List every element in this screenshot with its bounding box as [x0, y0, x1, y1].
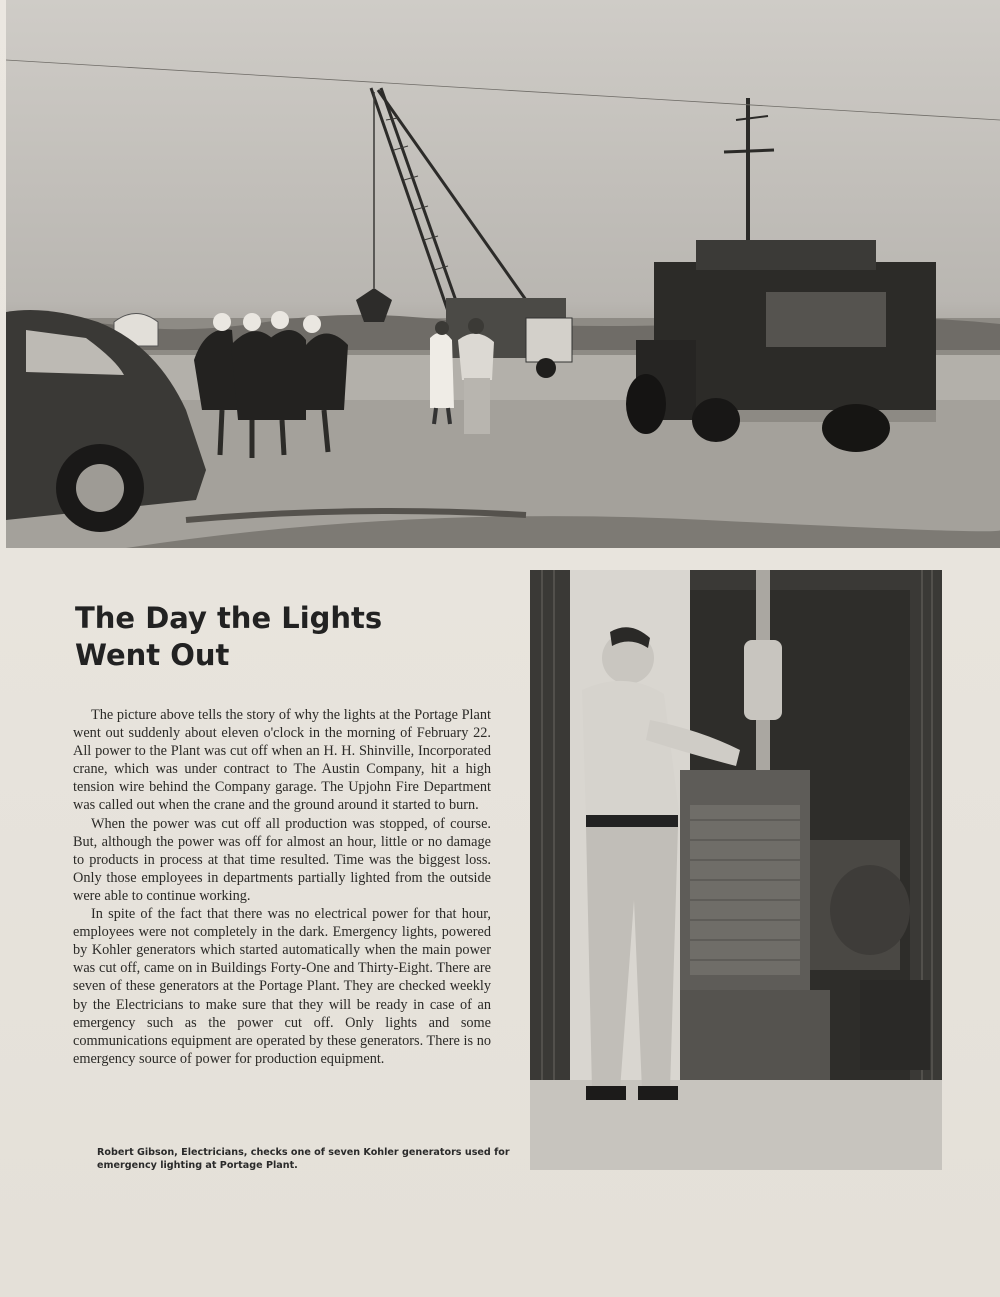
crane-accident-illustration — [6, 0, 1000, 548]
article-paragraph-1: The picture above tells the story of why the lights at the Portage Plant went out suddenly about eleven o'clock in the morning of February 22. All power to the Plant was cut off when an H. H. Shinville, Incorporated crane, which was under contract to The Austin Company, hit a high tension wire behind the Company garage. The Upjohn Fire Department was called out when the crane and the ground around it started to burn. — [73, 707, 491, 814]
crane-accident-photo — [6, 0, 1000, 548]
article-body — [73, 706, 491, 1068]
generator-illustration — [530, 570, 942, 1170]
article-paragraph-3: In spite of the fact that there was no electrical power for that hour, employees were not completely in the dark. Emergency lights, powered by Kohler generators which started automatically when the main power was cut off, came on in Buildings Forty-One and Thirty-Eight. There are seven of these generators at the Portage Plant. They are checked weekly by the Electricians to make sure that they will be ready in case of an emergency such as the power cut off. Only lights and some communications equipment are operated by these generators. There is no emergency source of power for production equipment. — [73, 906, 491, 1067]
article-headline — [75, 600, 495, 674]
generator-photo — [530, 570, 942, 1170]
headline-line-1: The Day the Lights — [75, 601, 383, 635]
article-paragraph-2: When the power was cut off all production was stopped, of course. But, although the power was off for almost an hour, little or no damage to products in process at that time resulted. Time was the biggest loss. Only those employees in departments partially lighted from the outside were able to continue working. — [73, 815, 491, 904]
photo-caption: Robert Gibson, Electricians, checks one of seven Kohler generators used for emergency lighting at Portage Plant. — [97, 1147, 510, 1171]
headline-line-2: Went Out — [75, 638, 230, 672]
